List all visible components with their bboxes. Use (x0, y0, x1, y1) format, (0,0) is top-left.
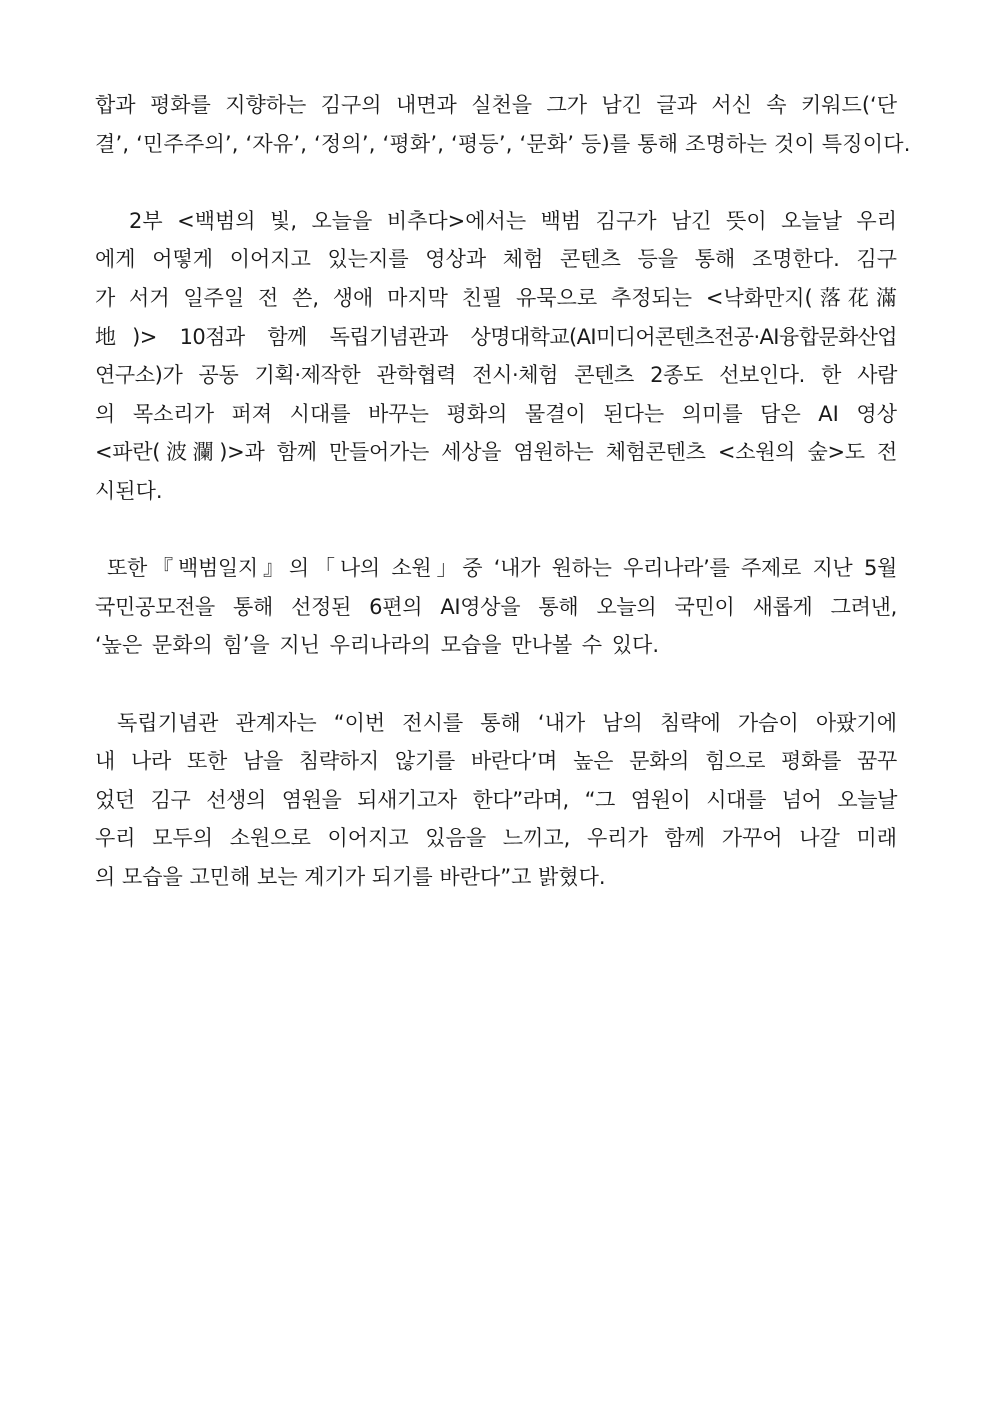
text-line: 독립기념관 관계자는 “이번 전시를 통해 ‘내가 남의 침략에 가슴이 아팠기에 (117, 710, 897, 735)
text-line: 地)> 10점과 함께 독립기념관과 상명대학교(AI미디어콘텐츠전공·AI융합문화산업 (95, 324, 897, 349)
text-line: 의 모습을 고민해 보는 계기가 되기를 바란다”고 밝혔다. (95, 864, 606, 889)
text-line: 시된다. (95, 478, 163, 503)
text-line: 우리 모두의 소원으로 이어지고 있음을 느끼고, 우리가 함께 가꾸어 나갈 미래 (95, 826, 897, 851)
text-line: 내 나라 또한 남을 침략하지 않기를 바란다’며 높은 문화의 힘으로 평화를 꿈꾸 (95, 749, 897, 774)
paragraph-exhibition-part2 (95, 202, 897, 511)
paragraph-gap (95, 511, 897, 550)
text-line: 결’, ‘민주주의’, ‘자유’, ‘정의’, ‘평화’, ‘평등’, ‘문화’ 등)를 통해 조명하는 것이 특징이다. (95, 131, 911, 156)
paragraph-gap (95, 163, 897, 202)
text-line: 합과 평화를 지향하는 김구의 내면과 실천을 그가 남긴 글과 서신 속 키워드(‘단 (95, 93, 897, 117)
paragraph-official-quote (95, 704, 897, 897)
text-line: 가 서거 일주일 전 쓴, 생애 마지막 친필 유묵으로 추정되는 <낙화만지(落花滿 (95, 285, 897, 310)
paragraph-gap (95, 665, 897, 704)
text-line: 국민공모전을 통해 선정된 6편의 AI영상을 통해 오늘의 국민이 새롭게 그려낸, (95, 594, 897, 619)
text-line: 의 목소리가 퍼져 시대를 바꾸는 평화의 물결이 된다는 의미를 담은 AI 영상 (95, 401, 897, 426)
paragraph-exhibition-part1 (95, 86, 911, 163)
document-body (95, 86, 911, 896)
text-line: 에게 어떻게 이어지고 있는지를 영상과 체험 콘텐츠 등을 통해 조명한다. 김구 (95, 247, 897, 272)
text-line: 었던 김구 선생의 염원을 되새기고자 한다”라며, “그 염원이 시대를 넘어 오늘날 (95, 787, 897, 812)
text-line: 2부 <백범의 빛, 오늘을 비추다>에서는 백범 김구가 남긴 뜻이 오늘날 우리 (129, 208, 897, 233)
text-line: 연구소)가 공동 기획·제작한 관학협력 전시·체험 콘텐츠 2종도 선보인다. 한 사람 (95, 363, 897, 388)
text-line: ‘높은 문화의 힘’을 지닌 우리나라의 모습을 만나볼 수 있다. (95, 633, 660, 658)
text-line: 또한『백범일지』의「나의 소원」중 ‘내가 원하는 우리나라’를 주제로 지난 5월 (107, 556, 897, 581)
paragraph-public-contest (95, 549, 897, 665)
text-line: <파란(波瀾)>과 함께 만들어가는 세상을 염원하는 체험콘텐츠 <소원의 숲>도 전 (95, 440, 897, 465)
